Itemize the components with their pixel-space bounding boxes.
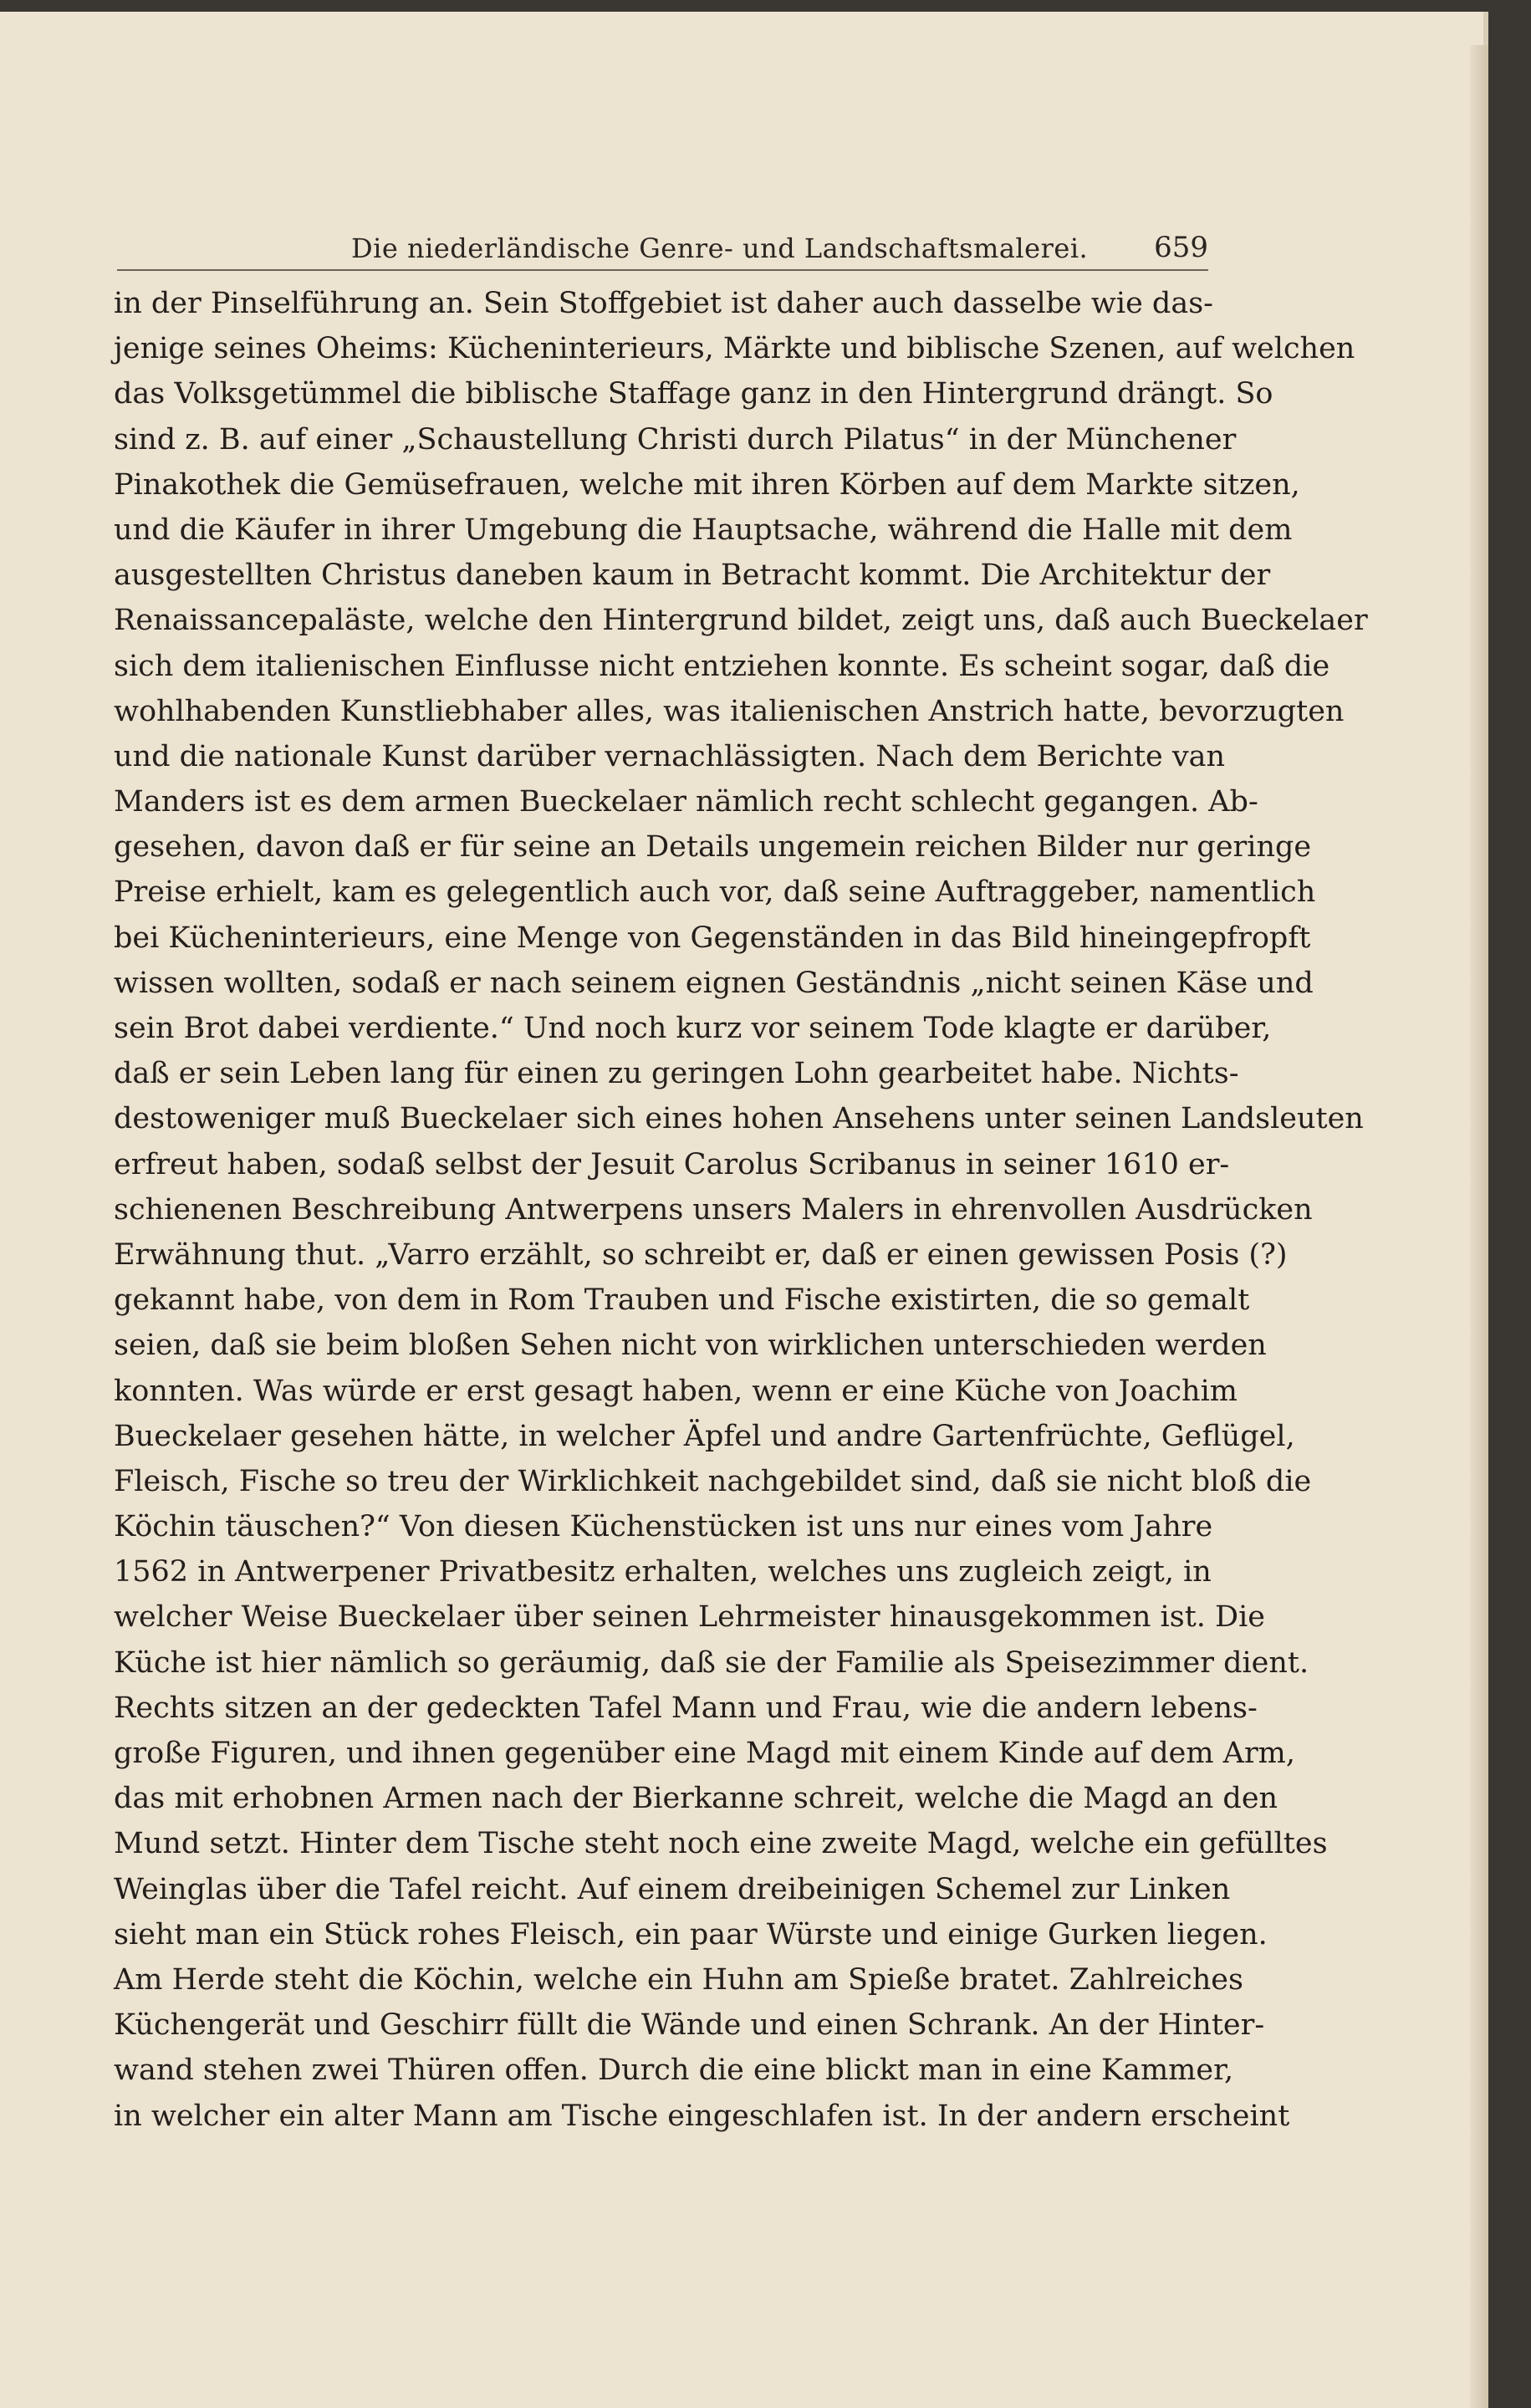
text-line: das mit erhobnen Armen nach der Bierkanne schreit, welche die Magd an den <box>114 1782 1278 1816</box>
text-line: in der Pinselführung an. Sein Stoffgebiet ist daher auch dasselbe wie das- <box>114 287 1213 320</box>
text-line: Pinakothek die Gemüsefrauen, welche mit ihren Körben auf dem Markte sitzen, <box>114 467 1300 502</box>
text-line: Rechts sitzen an der gedeckten Tafel Mann und Frau, wie die andern lebens- <box>114 1691 1258 1725</box>
text-line: sich dem italienischen Einflusse nicht entziehen konnte. Es scheint sogar, daß die <box>114 649 1330 683</box>
text-line: Erwähnung thut. „Varro erzählt, so schreibt er, daß er einen gewissen Posis (?) <box>114 1237 1288 1272</box>
text-line: und die nationale Kunst darüber vernachlässigten. Nach dem Berichte van <box>114 739 1226 773</box>
text-line: große Figuren, und ihnen gegenüber eine Magd mit einem Kinde auf dem Arm, <box>114 1737 1295 1770</box>
body-text <box>114 281 1368 2139</box>
text-line: Weinglas über die Tafel reicht. Auf einem dreibeinigen Schemel zur Linken <box>114 1872 1231 1906</box>
text-line: Küche ist hier nämlich so geräumig, daß sie der Familie als Speisezimmer dient. <box>114 1645 1309 1680</box>
text-line: daß er sein Leben lang für einen zu geringen Lohn gearbeitet habe. Nichts- <box>114 1057 1239 1091</box>
text-line: Renaissancepaläste, welche den Hintergrund bildet, zeigt uns, daß auch Bueckelaer <box>114 604 1368 638</box>
text-line: konnten. Was würde er erst gesagt haben, wenn er eine Küche von Joachim <box>114 1374 1238 1408</box>
running-title: Die niederländische Genre- und Landschaftsmalerei. <box>351 232 1089 264</box>
text-line: das Volksgetümmel die biblische Staffage ganz in den Hintergrund drängt. So <box>114 377 1273 411</box>
text-line: Manders ist es dem armen Bueckelaer nämlich recht schlecht gegangen. Ab- <box>114 785 1258 819</box>
text-line: gekannt habe, von dem in Rom Trauben und Fische existirten, die so gemalt <box>114 1283 1250 1318</box>
text-line: und die Käufer in ihrer Umgebung die Hauptsache, während die Halle mit dem <box>114 513 1293 547</box>
text-line: Preise erhielt, kam es gelegentlich auch vor, daß seine Auftraggeber, namentlich <box>114 875 1316 910</box>
text-line: sieht man ein Stück rohes Fleisch, ein paar Würste und einige Gurken liegen. <box>114 1917 1268 1951</box>
text-line: Am Herde steht die Köchin, welche ein Huhn am Spieße bratet. Zahlreiches <box>114 1962 1243 1997</box>
running-header <box>117 227 1208 271</box>
text-line: gesehen, davon daß er für seine an Details ungemein reichen Bilder nur geringe <box>114 830 1312 865</box>
text-line: Bueckelaer gesehen hätte, in welcher Äpfel und andre Gartenfrüchte, Geflügel, <box>114 1419 1295 1453</box>
text-line: Mund setzt. Hinter dem Tische steht noch eine zweite Magd, welche ein gefülltes <box>114 1827 1328 1861</box>
text-line: Küchengerät und Geschirr füllt die Wände und einen Schrank. An der Hinter- <box>114 2008 1265 2043</box>
text-line: welcher Weise Bueckelaer über seinen Lehrmeister hinausgekommen ist. Die <box>114 1600 1265 1635</box>
text-line: Köchin täuschen?“ Von diesen Küchenstücken ist uns nur eines vom Jahre <box>114 1510 1213 1544</box>
text-line: sein Brot dabei verdiente.“ Und noch kurz vor seinem Tode klagte er darüber, <box>114 1012 1272 1045</box>
text-line: schienenen Beschreibung Antwerpens unsers Malers in ehrenvollen Ausdrücken <box>114 1192 1313 1227</box>
text-line: ausgestellten Christus daneben kaum in Betracht kommt. Die Architektur der <box>114 559 1271 593</box>
text-line: wohlhabenden Kunstliebhaber alles, was italienischen Anstrich hatte, bevorzugten <box>114 694 1345 728</box>
text-line: bei Kücheninterieurs, eine Menge von Gegenständen in das Bild hineingepfropft <box>114 921 1311 955</box>
page-number: 659 <box>1154 231 1208 264</box>
text-line: in welcher ein alter Mann am Tische eingeschlafen ist. In der andern erscheint <box>114 2099 1290 2133</box>
text-line: erfreut haben, sodaß selbst der Jesuit Carolus Scribanus in seiner 1610 er- <box>114 1147 1230 1181</box>
text-line: Fleisch, Fische so treu der Wirklichkeit nachgebildet sind, daß sie nicht bloß die <box>114 1464 1312 1498</box>
text-line: wissen wollten, sodaß er nach seinem eignen Geständnis „nicht seinen Käse und <box>114 966 1314 1000</box>
text-line: wand stehen zwei Thüren offen. Durch die eine blickt man in eine Kammer, <box>114 2053 1234 2088</box>
text-line: sind z. B. auf einer „Schaustellung Christi durch Pilatus“ in der Münchener <box>114 422 1237 457</box>
book-page <box>0 12 1488 2408</box>
text-line: seien, daß sie beim bloßen Sehen nicht von wirklichen unterschieden werden <box>114 1329 1267 1363</box>
text-line: destoweniger muß Bueckelaer sich eines hohen Ansehens unter seinen Landsleuten <box>114 1102 1364 1136</box>
text-line: 1562 in Antwerpener Privatbesitz erhalten, welches uns zugleich zeigt, in <box>114 1555 1212 1589</box>
text-line: jenige seines Oheims: Kücheninterieurs, Märkte und biblische Szenen, auf welchen <box>114 332 1355 366</box>
page-edge-shadow <box>1470 45 1488 2408</box>
